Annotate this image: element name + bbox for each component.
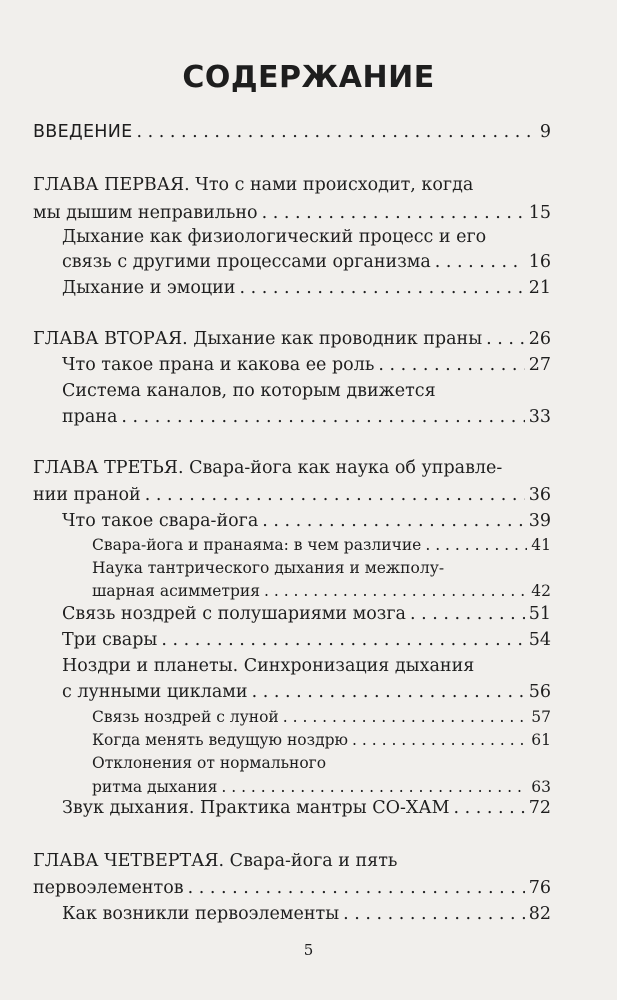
- toc-entry-title: Свара-йога и пранаяма: в чем различие: [92, 536, 422, 554]
- toc-entry-title: первоэлементов: [33, 878, 184, 898]
- toc-entry-title: Что такое прана и какова ее роль: [62, 355, 375, 375]
- toc-leader-dots: [221, 780, 527, 796]
- toc-entry: [62, 632, 551, 650]
- toc-entry: [62, 229, 486, 247]
- page-title: СОДЕРЖАНИЕ: [182, 60, 435, 95]
- toc-entry: [62, 658, 474, 676]
- toc-leader-dots: [262, 513, 524, 531]
- toc-leader-dots: [121, 409, 524, 427]
- toc-leader-dots: [378, 357, 524, 375]
- toc-entry-page: 21: [528, 278, 551, 298]
- toc-entry-title: ГЛАВА ТРЕТЬЯ. Свара-йога как наука об управле-: [33, 458, 503, 478]
- toc-entry-title: с лунными циклами: [62, 682, 248, 702]
- toc-entry-title: Дыхание как физиологический процесс и его: [62, 227, 487, 247]
- toc-leader-dots: [283, 710, 528, 726]
- toc-entry: [33, 205, 551, 223]
- toc-entry: [33, 177, 473, 195]
- toc-entry-page: 26: [528, 329, 551, 349]
- toc-entry: [33, 331, 551, 349]
- toc-entry: [92, 756, 326, 772]
- toc-leader-dots: [486, 331, 525, 349]
- toc-leader-dots: [252, 684, 525, 702]
- toc-entry-page: 16: [528, 252, 551, 272]
- toc-entry-page: 51: [528, 604, 551, 624]
- toc-entry: [92, 561, 444, 577]
- toc-entry: [62, 684, 551, 702]
- toc-entry-page: 54: [528, 630, 551, 650]
- toc-entry: [33, 487, 551, 505]
- toc-entry-title: Ноздри и планеты. Синхронизация дыхания: [62, 656, 475, 676]
- toc-entry-page: 76: [528, 878, 551, 898]
- toc-entry-page: 36: [528, 485, 551, 505]
- toc-entry: [33, 124, 551, 142]
- toc-entry-title: прана: [62, 407, 118, 427]
- toc-entry: [92, 780, 551, 796]
- toc-entry: [33, 880, 551, 898]
- toc-entry-page: 33: [528, 407, 551, 427]
- toc-entry-page: 42: [531, 582, 551, 600]
- toc-entry-page: 82: [528, 904, 551, 924]
- toc-leader-dots: [425, 538, 527, 554]
- toc-entry: [62, 409, 551, 427]
- toc-entry-title: ГЛАВА ПЕРВАЯ. Что с нами происходит, когда: [33, 175, 474, 195]
- toc-entry-page: 56: [528, 682, 551, 702]
- toc-leader-dots: [145, 487, 525, 505]
- toc-leader-dots: [435, 254, 525, 272]
- toc-entry: [92, 538, 551, 554]
- toc-entry: [92, 710, 551, 726]
- toc-entry-page: 61: [531, 731, 551, 749]
- toc-entry-page: 39: [528, 511, 551, 531]
- toc-entry-title: ВВЕДЕНИЕ: [33, 122, 133, 142]
- toc-entry-title: шарная асимметрия: [92, 582, 260, 600]
- toc-entry-title: ГЛАВА ЧЕТВЕРТАЯ. Свара-йога и пять: [33, 851, 398, 871]
- toc-entry: [33, 460, 502, 478]
- toc-entry-title: Когда менять ведущую ноздрю: [92, 731, 349, 749]
- toc-entry-title: Три свары: [62, 630, 158, 650]
- toc-leader-dots: [454, 800, 525, 818]
- toc-leader-dots: [264, 584, 527, 600]
- toc-leader-dots: [239, 280, 524, 298]
- toc-entry-title: Как возникли первоэлементы: [62, 904, 340, 924]
- toc-entry-title: нии праной: [33, 485, 141, 505]
- toc-leader-dots: [262, 205, 525, 223]
- toc-entry-title: связь с другими процессами организма: [62, 252, 431, 272]
- toc-entry: [62, 280, 551, 298]
- toc-leader-dots: [343, 906, 525, 924]
- show-through: [270, 20, 274, 36]
- toc-entry: [62, 800, 551, 818]
- toc-entry: [92, 733, 551, 749]
- toc-entry-title: Дыхание и эмоции: [62, 278, 236, 298]
- toc-leader-dots: [410, 606, 525, 624]
- toc-entry-page: 15: [528, 203, 551, 223]
- toc-entry-title: ритма дыхания: [92, 778, 218, 796]
- toc-entry: [62, 254, 551, 272]
- toc-entry-title: Что такое свара-йога: [62, 511, 259, 531]
- page-number: 5: [303, 941, 314, 959]
- toc-leader-dots: [161, 632, 524, 650]
- toc-entry-title: Система каналов, по которым движется: [62, 381, 436, 401]
- toc-entry-page: 57: [531, 708, 551, 726]
- toc-entry-title: Звук дыхания. Практика мантры СО-ХАМ: [62, 798, 450, 818]
- toc-entry-title: ГЛАВА ВТОРАЯ. Дыхание как проводник праны: [33, 329, 483, 349]
- toc-leader-dots: [352, 733, 527, 749]
- toc-entry-page: 63: [531, 778, 551, 796]
- toc-entry-page: 72: [528, 798, 551, 818]
- toc-entry-page: 27: [528, 355, 551, 375]
- toc-entry-title: Связь ноздрей с полушариями мозга: [62, 604, 406, 624]
- toc-entry: [62, 906, 551, 924]
- toc-entry-title: Отклонения от нормального: [92, 754, 327, 772]
- toc-entry: [62, 606, 551, 624]
- toc-entry: [62, 383, 436, 401]
- toc-leader-dots: [188, 880, 525, 898]
- toc-entry-title: Связь ноздрей с луной: [92, 708, 279, 726]
- toc-entry-title: мы дышим неправильно: [33, 203, 258, 223]
- toc-entry-page: 41: [531, 536, 551, 554]
- toc-entry-page: 9: [539, 122, 551, 142]
- toc-entry: [62, 357, 551, 375]
- toc-leader-dots: [137, 124, 536, 142]
- toc-entry: [62, 513, 551, 531]
- toc-entry: [33, 853, 397, 871]
- toc-entry: [92, 584, 551, 600]
- toc-entry-title: Наука тантрического дыхания и межполу-: [92, 559, 445, 577]
